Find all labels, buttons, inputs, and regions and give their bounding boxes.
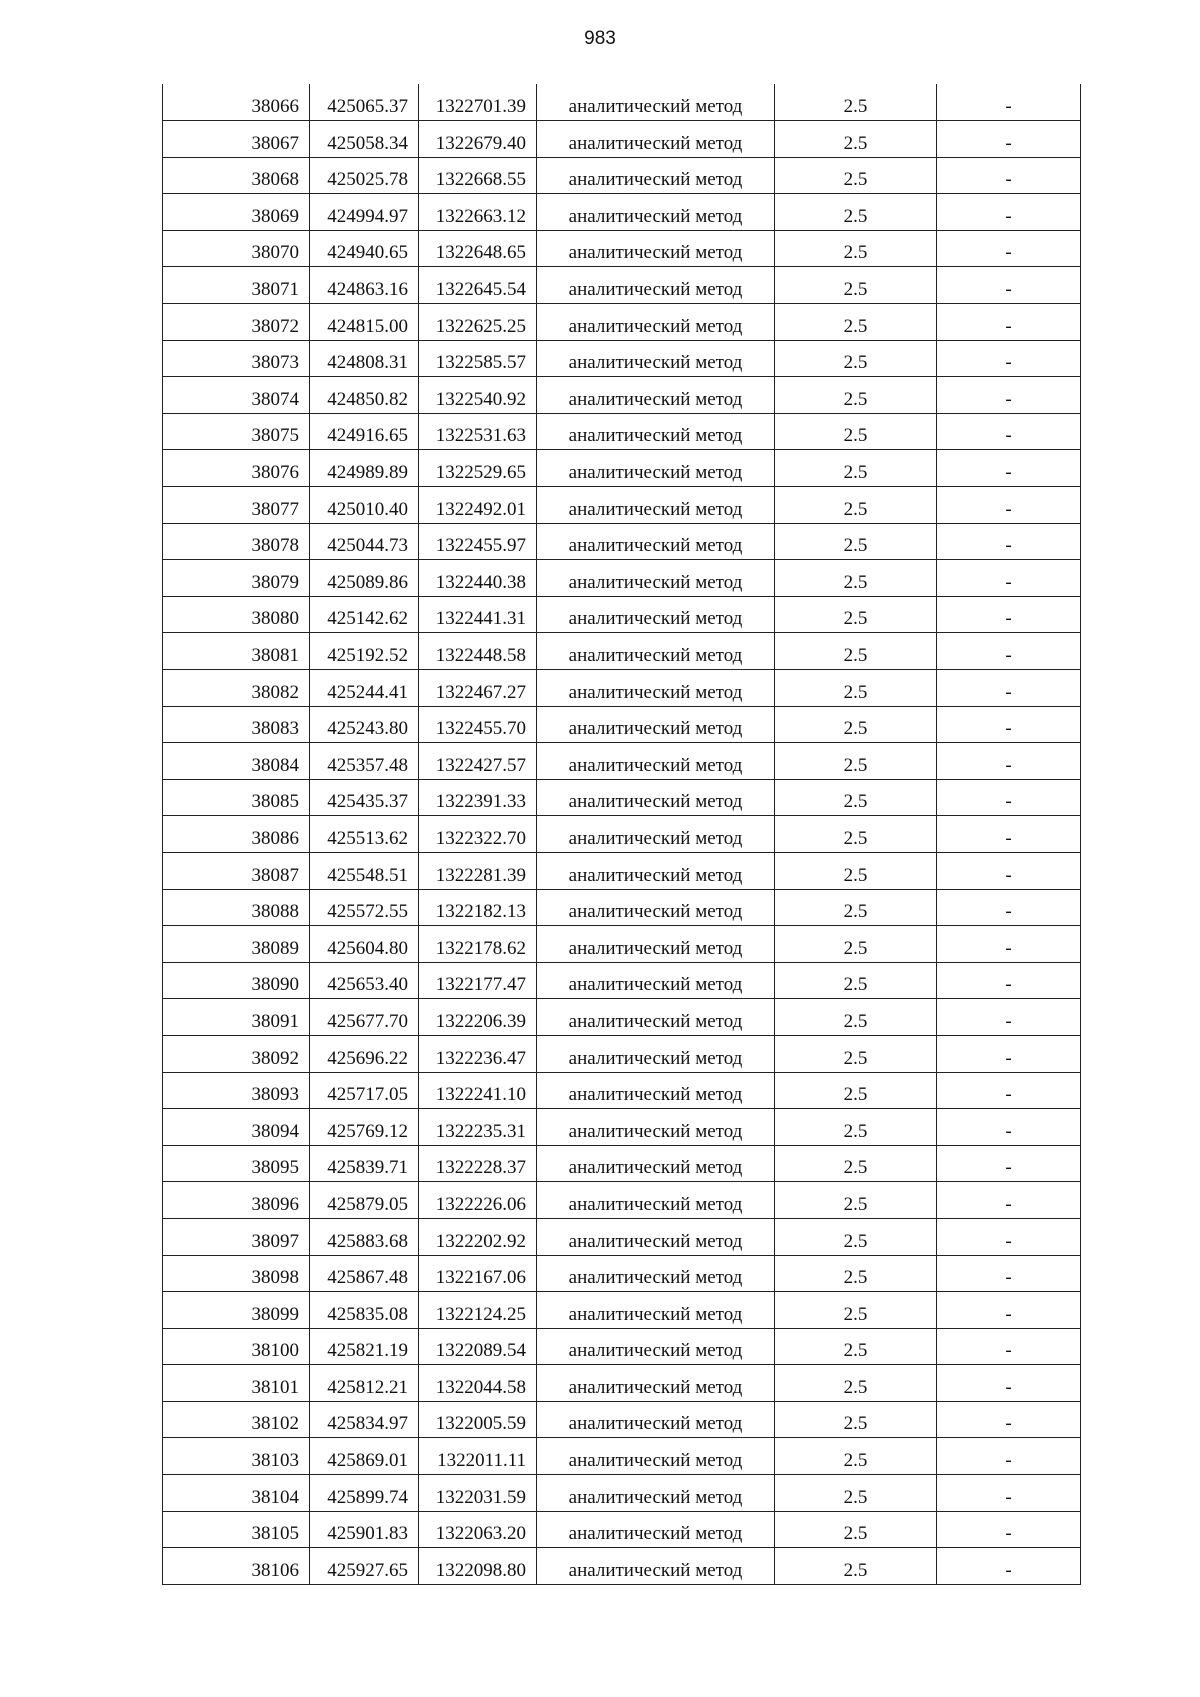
x-coordinate-cell: 425357.48 [310, 743, 419, 780]
y-coordinate-cell: 1322063.20 [419, 1511, 537, 1548]
table-row [163, 962, 1081, 999]
extra-cell: - [937, 267, 1081, 304]
table-body [163, 84, 1081, 1584]
x-coordinate-cell: 424994.97 [310, 194, 419, 231]
x-coordinate-cell: 425883.68 [310, 1218, 419, 1255]
table-row [163, 84, 1081, 121]
accuracy-cell: 2.5 [775, 121, 937, 158]
point-number-cell: 38102 [163, 1401, 310, 1438]
extra-cell: - [937, 377, 1081, 414]
method-cell: аналитический метод [537, 121, 775, 158]
method-cell: аналитический метод [537, 852, 775, 889]
method-cell: аналитический метод [537, 1475, 775, 1512]
extra-cell: - [937, 1182, 1081, 1219]
point-number-cell: 38089 [163, 926, 310, 963]
x-coordinate-cell: 425879.05 [310, 1182, 419, 1219]
x-coordinate-cell: 425025.78 [310, 157, 419, 194]
method-cell: аналитический метод [537, 1218, 775, 1255]
extra-cell: - [937, 1218, 1081, 1255]
method-cell: аналитический метод [537, 450, 775, 487]
extra-cell: - [937, 1072, 1081, 1109]
point-number-cell: 38073 [163, 340, 310, 377]
accuracy-cell: 2.5 [775, 157, 937, 194]
y-coordinate-cell: 1322529.65 [419, 450, 537, 487]
extra-cell: - [937, 1365, 1081, 1402]
extra-cell: - [937, 779, 1081, 816]
table-row [163, 596, 1081, 633]
accuracy-cell: 2.5 [775, 889, 937, 926]
point-number-cell: 38105 [163, 1511, 310, 1548]
method-cell: аналитический метод [537, 1511, 775, 1548]
table-row [163, 1511, 1081, 1548]
y-coordinate-cell: 1322177.47 [419, 962, 537, 999]
extra-cell: - [937, 889, 1081, 926]
x-coordinate-cell: 425899.74 [310, 1475, 419, 1512]
accuracy-cell: 2.5 [775, 1548, 937, 1585]
extra-cell: - [937, 1401, 1081, 1438]
table-row [163, 194, 1081, 231]
table-row [163, 267, 1081, 304]
y-coordinate-cell: 1322124.25 [419, 1292, 537, 1329]
accuracy-cell: 2.5 [775, 670, 937, 707]
method-cell: аналитический метод [537, 999, 775, 1036]
accuracy-cell: 2.5 [775, 852, 937, 889]
y-coordinate-cell: 1322701.39 [419, 84, 537, 121]
y-coordinate-cell: 1322448.58 [419, 633, 537, 670]
y-coordinate-cell: 1322235.31 [419, 1109, 537, 1146]
method-cell: аналитический метод [537, 1255, 775, 1292]
method-cell: аналитический метод [537, 84, 775, 121]
point-number-cell: 38071 [163, 267, 310, 304]
y-coordinate-cell: 1322427.57 [419, 743, 537, 780]
y-coordinate-cell: 1322455.70 [419, 706, 537, 743]
table-row [163, 1145, 1081, 1182]
accuracy-cell: 2.5 [775, 816, 937, 853]
table-row [163, 1438, 1081, 1475]
y-coordinate-cell: 1322492.01 [419, 487, 537, 524]
table-row [163, 889, 1081, 926]
x-coordinate-cell: 425010.40 [310, 487, 419, 524]
extra-cell: - [937, 340, 1081, 377]
method-cell: аналитический метод [537, 706, 775, 743]
coordinates-table [162, 84, 1081, 1585]
accuracy-cell: 2.5 [775, 413, 937, 450]
x-coordinate-cell: 425513.62 [310, 816, 419, 853]
point-number-cell: 38094 [163, 1109, 310, 1146]
extra-cell: - [937, 121, 1081, 158]
point-number-cell: 38090 [163, 962, 310, 999]
table-row [163, 1548, 1081, 1585]
y-coordinate-cell: 1322182.13 [419, 889, 537, 926]
extra-cell: - [937, 1475, 1081, 1512]
extra-cell: - [937, 706, 1081, 743]
method-cell: аналитический метод [537, 1328, 775, 1365]
accuracy-cell: 2.5 [775, 1218, 937, 1255]
method-cell: аналитический метод [537, 560, 775, 597]
extra-cell: - [937, 560, 1081, 597]
extra-cell: - [937, 743, 1081, 780]
extra-cell: - [937, 1438, 1081, 1475]
x-coordinate-cell: 425901.83 [310, 1511, 419, 1548]
point-number-cell: 38091 [163, 999, 310, 1036]
point-number-cell: 38072 [163, 304, 310, 341]
extra-cell: - [937, 450, 1081, 487]
extra-cell: - [937, 84, 1081, 121]
accuracy-cell: 2.5 [775, 267, 937, 304]
extra-cell: - [937, 926, 1081, 963]
table-row [163, 121, 1081, 158]
y-coordinate-cell: 1322441.31 [419, 596, 537, 633]
point-number-cell: 38080 [163, 596, 310, 633]
method-cell: аналитический метод [537, 377, 775, 414]
table-row [163, 852, 1081, 889]
table-row [163, 157, 1081, 194]
method-cell: аналитический метод [537, 1365, 775, 1402]
x-coordinate-cell: 424815.00 [310, 304, 419, 341]
method-cell: аналитический метод [537, 596, 775, 633]
accuracy-cell: 2.5 [775, 926, 937, 963]
point-number-cell: 38078 [163, 523, 310, 560]
accuracy-cell: 2.5 [775, 1182, 937, 1219]
method-cell: аналитический метод [537, 743, 775, 780]
x-coordinate-cell: 425192.52 [310, 633, 419, 670]
point-number-cell: 38070 [163, 230, 310, 267]
x-coordinate-cell: 424850.82 [310, 377, 419, 414]
accuracy-cell: 2.5 [775, 1328, 937, 1365]
method-cell: аналитический метод [537, 962, 775, 999]
accuracy-cell: 2.5 [775, 633, 937, 670]
extra-cell: - [937, 596, 1081, 633]
x-coordinate-cell: 425089.86 [310, 560, 419, 597]
y-coordinate-cell: 1322531.63 [419, 413, 537, 450]
method-cell: аналитический метод [537, 926, 775, 963]
y-coordinate-cell: 1322228.37 [419, 1145, 537, 1182]
point-number-cell: 38066 [163, 84, 310, 121]
y-coordinate-cell: 1322044.58 [419, 1365, 537, 1402]
table-row [163, 1035, 1081, 1072]
method-cell: аналитический метод [537, 889, 775, 926]
method-cell: аналитический метод [537, 340, 775, 377]
y-coordinate-cell: 1322089.54 [419, 1328, 537, 1365]
x-coordinate-cell: 425696.22 [310, 1035, 419, 1072]
point-number-cell: 38087 [163, 852, 310, 889]
point-number-cell: 38098 [163, 1255, 310, 1292]
point-number-cell: 38095 [163, 1145, 310, 1182]
x-coordinate-cell: 424863.16 [310, 267, 419, 304]
table-row [163, 1292, 1081, 1329]
table-row [163, 487, 1081, 524]
accuracy-cell: 2.5 [775, 1438, 937, 1475]
accuracy-cell: 2.5 [775, 706, 937, 743]
x-coordinate-cell: 425821.19 [310, 1328, 419, 1365]
accuracy-cell: 2.5 [775, 596, 937, 633]
x-coordinate-cell: 425572.55 [310, 889, 419, 926]
y-coordinate-cell: 1322648.65 [419, 230, 537, 267]
extra-cell: - [937, 633, 1081, 670]
method-cell: аналитический метод [537, 487, 775, 524]
point-number-cell: 38101 [163, 1365, 310, 1402]
accuracy-cell: 2.5 [775, 194, 937, 231]
method-cell: аналитический метод [537, 633, 775, 670]
point-number-cell: 38092 [163, 1035, 310, 1072]
accuracy-cell: 2.5 [775, 1255, 937, 1292]
point-number-cell: 38104 [163, 1475, 310, 1512]
accuracy-cell: 2.5 [775, 230, 937, 267]
extra-cell: - [937, 487, 1081, 524]
table-row [163, 633, 1081, 670]
method-cell: аналитический метод [537, 1182, 775, 1219]
table-row [163, 999, 1081, 1036]
accuracy-cell: 2.5 [775, 999, 937, 1036]
y-coordinate-cell: 1322281.39 [419, 852, 537, 889]
x-coordinate-cell: 425244.41 [310, 670, 419, 707]
table-row [163, 779, 1081, 816]
y-coordinate-cell: 1322167.06 [419, 1255, 537, 1292]
y-coordinate-cell: 1322645.54 [419, 267, 537, 304]
method-cell: аналитический метод [537, 230, 775, 267]
accuracy-cell: 2.5 [775, 1035, 937, 1072]
x-coordinate-cell: 425869.01 [310, 1438, 419, 1475]
x-coordinate-cell: 425835.08 [310, 1292, 419, 1329]
accuracy-cell: 2.5 [775, 487, 937, 524]
x-coordinate-cell: 425867.48 [310, 1255, 419, 1292]
table-row [163, 1475, 1081, 1512]
method-cell: аналитический метод [537, 267, 775, 304]
point-number-cell: 38067 [163, 121, 310, 158]
x-coordinate-cell: 424808.31 [310, 340, 419, 377]
extra-cell: - [937, 1109, 1081, 1146]
point-number-cell: 38081 [163, 633, 310, 670]
table-row [163, 816, 1081, 853]
x-coordinate-cell: 424989.89 [310, 450, 419, 487]
extra-cell: - [937, 1255, 1081, 1292]
extra-cell: - [937, 1328, 1081, 1365]
point-number-cell: 38082 [163, 670, 310, 707]
method-cell: аналитический метод [537, 1292, 775, 1329]
y-coordinate-cell: 1322241.10 [419, 1072, 537, 1109]
y-coordinate-cell: 1322226.06 [419, 1182, 537, 1219]
method-cell: аналитический метод [537, 1035, 775, 1072]
method-cell: аналитический метод [537, 1145, 775, 1182]
extra-cell: - [937, 194, 1081, 231]
x-coordinate-cell: 425435.37 [310, 779, 419, 816]
accuracy-cell: 2.5 [775, 340, 937, 377]
point-number-cell: 38096 [163, 1182, 310, 1219]
y-coordinate-cell: 1322178.62 [419, 926, 537, 963]
extra-cell: - [937, 523, 1081, 560]
method-cell: аналитический метод [537, 816, 775, 853]
y-coordinate-cell: 1322440.38 [419, 560, 537, 597]
table-row [163, 1365, 1081, 1402]
accuracy-cell: 2.5 [775, 84, 937, 121]
table-row [163, 706, 1081, 743]
accuracy-cell: 2.5 [775, 1401, 937, 1438]
y-coordinate-cell: 1322467.27 [419, 670, 537, 707]
x-coordinate-cell: 425065.37 [310, 84, 419, 121]
table-row [163, 560, 1081, 597]
table-row [163, 1109, 1081, 1146]
x-coordinate-cell: 425044.73 [310, 523, 419, 560]
accuracy-cell: 2.5 [775, 304, 937, 341]
accuracy-cell: 2.5 [775, 1511, 937, 1548]
method-cell: аналитический метод [537, 670, 775, 707]
y-coordinate-cell: 1322540.92 [419, 377, 537, 414]
x-coordinate-cell: 425653.40 [310, 962, 419, 999]
table-row [163, 523, 1081, 560]
x-coordinate-cell: 424940.65 [310, 230, 419, 267]
point-number-cell: 38076 [163, 450, 310, 487]
extra-cell: - [937, 962, 1081, 999]
x-coordinate-cell: 425769.12 [310, 1109, 419, 1146]
point-number-cell: 38088 [163, 889, 310, 926]
point-number-cell: 38075 [163, 413, 310, 450]
extra-cell: - [937, 304, 1081, 341]
table-row [163, 1401, 1081, 1438]
accuracy-cell: 2.5 [775, 1145, 937, 1182]
x-coordinate-cell: 425243.80 [310, 706, 419, 743]
x-coordinate-cell: 425717.05 [310, 1072, 419, 1109]
y-coordinate-cell: 1322202.92 [419, 1218, 537, 1255]
y-coordinate-cell: 1322098.80 [419, 1548, 537, 1585]
page-number: 983 [584, 28, 616, 49]
y-coordinate-cell: 1322585.57 [419, 340, 537, 377]
accuracy-cell: 2.5 [775, 743, 937, 780]
point-number-cell: 38074 [163, 377, 310, 414]
y-coordinate-cell: 1322679.40 [419, 121, 537, 158]
y-coordinate-cell: 1322455.97 [419, 523, 537, 560]
point-number-cell: 38068 [163, 157, 310, 194]
point-number-cell: 38079 [163, 560, 310, 597]
y-coordinate-cell: 1322011.11 [419, 1438, 537, 1475]
y-coordinate-cell: 1322668.55 [419, 157, 537, 194]
extra-cell: - [937, 1035, 1081, 1072]
extra-cell: - [937, 230, 1081, 267]
accuracy-cell: 2.5 [775, 450, 937, 487]
table-row [163, 670, 1081, 707]
accuracy-cell: 2.5 [775, 962, 937, 999]
x-coordinate-cell: 425927.65 [310, 1548, 419, 1585]
table-row [163, 1255, 1081, 1292]
method-cell: аналитический метод [537, 1401, 775, 1438]
point-number-cell: 38083 [163, 706, 310, 743]
x-coordinate-cell: 425548.51 [310, 852, 419, 889]
point-number-cell: 38097 [163, 1218, 310, 1255]
point-number-cell: 38085 [163, 779, 310, 816]
point-number-cell: 38099 [163, 1292, 310, 1329]
extra-cell: - [937, 1548, 1081, 1585]
y-coordinate-cell: 1322005.59 [419, 1401, 537, 1438]
table-row [163, 377, 1081, 414]
x-coordinate-cell: 425812.21 [310, 1365, 419, 1402]
y-coordinate-cell: 1322391.33 [419, 779, 537, 816]
table-row [163, 1328, 1081, 1365]
x-coordinate-cell: 425142.62 [310, 596, 419, 633]
x-coordinate-cell: 425677.70 [310, 999, 419, 1036]
method-cell: аналитический метод [537, 779, 775, 816]
table-row [163, 1182, 1081, 1219]
method-cell: аналитический метод [537, 1438, 775, 1475]
method-cell: аналитический метод [537, 304, 775, 341]
point-number-cell: 38106 [163, 1548, 310, 1585]
y-coordinate-cell: 1322625.25 [419, 304, 537, 341]
extra-cell: - [937, 1145, 1081, 1182]
table-row [163, 304, 1081, 341]
extra-cell: - [937, 999, 1081, 1036]
y-coordinate-cell: 1322206.39 [419, 999, 537, 1036]
y-coordinate-cell: 1322031.59 [419, 1475, 537, 1512]
accuracy-cell: 2.5 [775, 1109, 937, 1146]
method-cell: аналитический метод [537, 523, 775, 560]
coordinates-table-container [162, 84, 1080, 1585]
extra-cell: - [937, 1292, 1081, 1329]
table-row [163, 340, 1081, 377]
accuracy-cell: 2.5 [775, 1072, 937, 1109]
accuracy-cell: 2.5 [775, 779, 937, 816]
y-coordinate-cell: 1322322.70 [419, 816, 537, 853]
x-coordinate-cell: 425839.71 [310, 1145, 419, 1182]
extra-cell: - [937, 413, 1081, 450]
table-row [163, 926, 1081, 963]
x-coordinate-cell: 425058.34 [310, 121, 419, 158]
method-cell: аналитический метод [537, 1548, 775, 1585]
accuracy-cell: 2.5 [775, 1292, 937, 1329]
table-row [163, 413, 1081, 450]
accuracy-cell: 2.5 [775, 377, 937, 414]
point-number-cell: 38077 [163, 487, 310, 524]
table-row [163, 230, 1081, 267]
y-coordinate-cell: 1322236.47 [419, 1035, 537, 1072]
method-cell: аналитический метод [537, 1072, 775, 1109]
table-row [163, 1218, 1081, 1255]
x-coordinate-cell: 425834.97 [310, 1401, 419, 1438]
point-number-cell: 38069 [163, 194, 310, 231]
y-coordinate-cell: 1322663.12 [419, 194, 537, 231]
method-cell: аналитический метод [537, 413, 775, 450]
point-number-cell: 38103 [163, 1438, 310, 1475]
extra-cell: - [937, 816, 1081, 853]
table-row [163, 450, 1081, 487]
method-cell: аналитический метод [537, 194, 775, 231]
accuracy-cell: 2.5 [775, 1475, 937, 1512]
accuracy-cell: 2.5 [775, 560, 937, 597]
table-row [163, 1072, 1081, 1109]
extra-cell: - [937, 670, 1081, 707]
point-number-cell: 38100 [163, 1328, 310, 1365]
x-coordinate-cell: 424916.65 [310, 413, 419, 450]
point-number-cell: 38086 [163, 816, 310, 853]
extra-cell: - [937, 852, 1081, 889]
point-number-cell: 38084 [163, 743, 310, 780]
method-cell: аналитический метод [537, 1109, 775, 1146]
accuracy-cell: 2.5 [775, 1365, 937, 1402]
x-coordinate-cell: 425604.80 [310, 926, 419, 963]
point-number-cell: 38093 [163, 1072, 310, 1109]
extra-cell: - [937, 1511, 1081, 1548]
accuracy-cell: 2.5 [775, 523, 937, 560]
method-cell: аналитический метод [537, 157, 775, 194]
table-row [163, 743, 1081, 780]
extra-cell: - [937, 157, 1081, 194]
